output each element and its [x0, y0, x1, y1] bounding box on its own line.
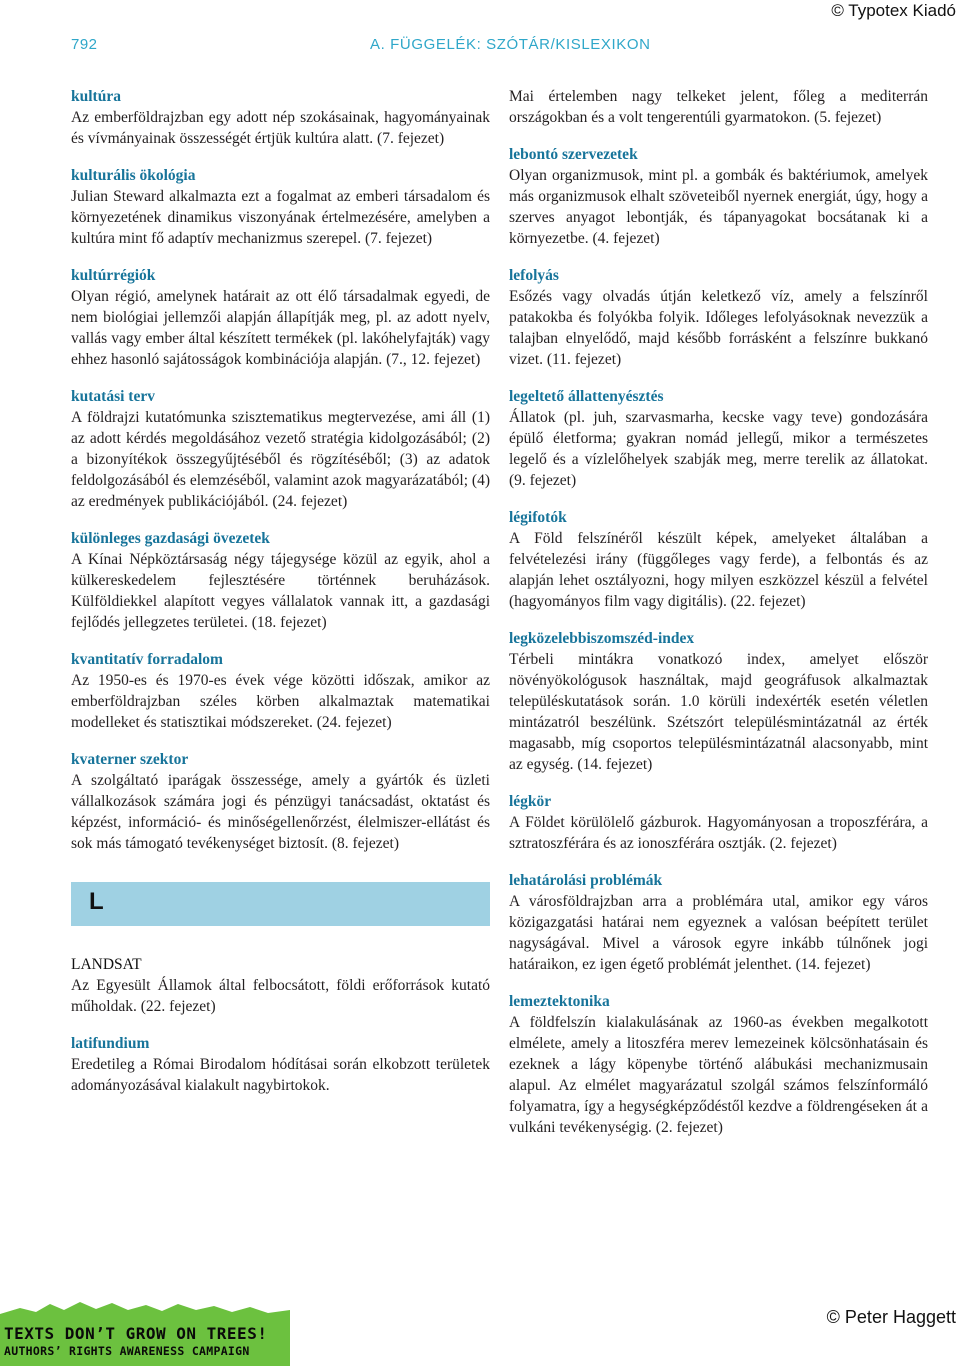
glossary-entry	[71, 649, 490, 733]
entry-term: lebontó szervezetek	[509, 146, 638, 163]
entry-definition: Az emberföldrajzban egy adott nép szokásainak, hagyományainak és vívmányainak összességét értjük kultúra alatt. (7. fejezet)	[71, 109, 490, 147]
entry-definition: Az 1950-es és 1970-es évek vége közötti időszak, amikor az emberföldrajzban széles körben alkalmaztak matematikai modelleket és statisztikai módszereket. (24. fejezet)	[71, 672, 490, 731]
entry-definition: A szolgáltató iparágak összessége, amely a gyártók és üzleti vállalkozások számára jogi és pénzügyi tanácsadást, oktatást és képzést, információ- és minőségellenőrzést, élelmiszer-ellátást és sok más támogató tevékenységet biztosít. (8. fejezet)	[71, 772, 490, 852]
glossary-entry	[71, 749, 490, 854]
entry-term: LANDSAT	[71, 956, 142, 973]
entry-term: kvantitatív forradalom	[71, 651, 223, 668]
entry-term: kultúra	[71, 88, 121, 105]
entry-term: kutatási terv	[71, 388, 155, 405]
entry-term: legeltető állattenyésztés	[509, 388, 664, 405]
entry-term: lehatárolási problémák	[509, 872, 663, 889]
entry-term: lefolyás	[509, 267, 559, 284]
glossary-entry	[509, 991, 928, 1138]
glossary-entry	[509, 386, 928, 491]
entry-definition: Az Egyesült Államok által felbocsátott, földi erőforrások kutató műholdak. (22. fejezet)	[71, 977, 490, 1015]
glossary-entry	[509, 870, 928, 975]
entry-term: légkör	[509, 793, 552, 810]
entry-term: légifotók	[509, 509, 567, 526]
entry-definition: Olyan organizmusok, mint pl. a gombák és baktériumok, amelyek más organizmusok elhalt szöveteiből nyernek energiát, úgy, hogy a szerves anyagot lebontják, és tápanyagokat bocsátanak ki a környezetbe. (4. fejezet)	[509, 167, 928, 247]
entry-definition: A Kínai Népköztársaság négy tájegysége közül az egyik, ahol a külkereskedelem fejlesztésére történnek beruházások. Külföldiekkel alapított vegyes vállalatok vannak itt, a gazdasági fejlődés jellegzetes területei. (18. fejezet)	[71, 551, 490, 631]
page-number: 792	[71, 36, 98, 53]
entry-definition: Olyan régió, amelynek határait az ott élő társadalmak egyedi, de nem biológiai jellemzői alapján állapítják meg, pl. az adott nyelv, vallás vagy ember által készített termékek (pl. lakóhelyfajták) vagy ehhez hasonló sajátosságok kombinációja alapján. (7., 12. fejezet)	[71, 288, 490, 368]
entry-term: kulturális ökológia	[71, 167, 196, 184]
entry-term: lemeztektonika	[509, 993, 610, 1010]
entry-term: kvaterner szektor	[71, 751, 189, 768]
entry-term: legközelebbiszomszéd-index	[509, 630, 695, 647]
entry-definition: Térbeli mintákra vonatkozó index, amelyet először növényökológusok használtak, majd geográfusok alkalmaztak településkutatások során. 1.0 körüli indexérték esetén véletlen mintázatról beszélünk. Szétszórt településmintázatnál az érték magasabb, míg csoportos településmintázatnál alacsonyabb, mint az egység. (14. fejezet)	[509, 651, 928, 773]
glossary-entry	[509, 628, 928, 775]
entry-term: kultúrrégiók	[71, 267, 156, 284]
entry-definition: A Földet körülölelő gázburok. Hagyományosan a troposzférára, a sztratoszférára és az ionoszférára osztják. (2. fejezet)	[509, 814, 928, 852]
banner-subline: AUTHORS’ RIGHTS AWARENESS CAMPAIGN	[4, 1344, 250, 1358]
entry-definition: Állatok (pl. juh, szarvasmarha, kecske vagy teve) gondozására épülő életforma; gyakran nomád jellegű, mikor a természetes legelő és a vízlelőhelyek szabják meg, merre terelik az állatokat. (9. fejezet)	[509, 409, 928, 489]
entry-definition: A városföldrajzban arra a problémára utal, amikor egy város közigazgatási határai nem egyeznek a valósan beépített terület nagyságával. Mivel a városok egyre inkább túlnőnek jogi határaikon, ez igen égető problémát jelenthet. (14. fejezet)	[509, 893, 928, 973]
glossary-entry	[71, 265, 490, 370]
glossary-entry	[509, 144, 928, 249]
right-column	[509, 86, 928, 1154]
entry-definition: A Föld felszínéről készült képek, amelyeket általában a felvételezési irány (függőleges vagy ferde), a felbontás és az alapján lehet osztályozni, hogy milyen eszközzel készül a felvétel (hagyományos film vagy digitális). (22. fejezet)	[509, 530, 928, 610]
running-head: A. FÜGGELÉK: SZÓTÁR/KISLEXIKON	[370, 36, 651, 53]
left-column	[71, 86, 490, 1112]
entry-definition: Eredetileg a Római Birodalom hódításai során elkobzott területek adományozásával kialakult nagybirtokok.	[71, 1056, 490, 1094]
entry-definition: A földrajzi kutatómunka szisztematikus megtervezése, ami áll (1) az adott kérdés megoldásához vezető stratégia kidolgozásából; (2) a bizonyítékok összegyűjtéséből és rögzítéséből; (3) az adatok feldolgozásából és elemzéséből, valamint azok magyarázatából; (4) az eredmények publikációjából. (24. fejezet)	[71, 409, 490, 510]
glossary-entry	[71, 528, 490, 633]
section-letter-box	[71, 882, 490, 926]
glossary-entry	[71, 165, 490, 249]
banner-headline: TEXTS DON’T GROW ON TREES!	[4, 1324, 268, 1343]
entry-definition: A földfelszín kialakulásának az 1960-as években megalkotott elmélete, amely a litoszféra merev lemezeinek kölcsönhatásain és ezeknek a lágy köpenybe történő alábukási mechanizmusain alapul. Az elmélet magyarázatul szolgál számos felszínformáló folyamatra, így a hegységképződéstől kezdve a földrengéseken át a vulkáni tevékenységig. (2. fejezet)	[509, 1014, 928, 1136]
glossary-entry	[509, 507, 928, 612]
publisher-copyright: © Typotex Kiadó	[831, 1, 956, 20]
glossary-entry	[509, 265, 928, 370]
glossary-entry	[71, 954, 490, 1017]
glossary-entry-continuation	[509, 86, 928, 128]
entry-definition: Mai értelemben nagy telkeket jelent, főleg a mediterrán országokban és a volt tengerentúli gyarmatokon. (5. fejezet)	[509, 88, 928, 126]
glossary-entry	[509, 791, 928, 854]
entry-term: különleges gazdasági övezetek	[71, 530, 270, 547]
glossary-entry	[71, 1033, 490, 1096]
entry-definition: Esőzés vagy olvadás útján keletkező víz, amely a felszínről patakokba és folyókba folyik. Időleges lefolyásoknak nevezzük a talajban elnyelődő, majd később forrásként a felszínre bukkanó vizet. (11. fejezet)	[509, 288, 928, 368]
glossary-entry	[71, 386, 490, 512]
rights-campaign-banner	[0, 1300, 290, 1366]
entry-term: latifundium	[71, 1035, 150, 1052]
glossary-entry	[71, 86, 490, 149]
section-letter: L	[89, 888, 104, 915]
author-copyright: © Peter Haggett	[826, 1307, 956, 1327]
entry-definition: Julian Steward alkalmazta ezt a fogalmat az emberi társadalom és környezetének dinamikus viszonyának értelmezésére, amelyben a kultúra mint fő adaptív mechanizmus szerepel. (7. fejezet)	[71, 188, 490, 247]
